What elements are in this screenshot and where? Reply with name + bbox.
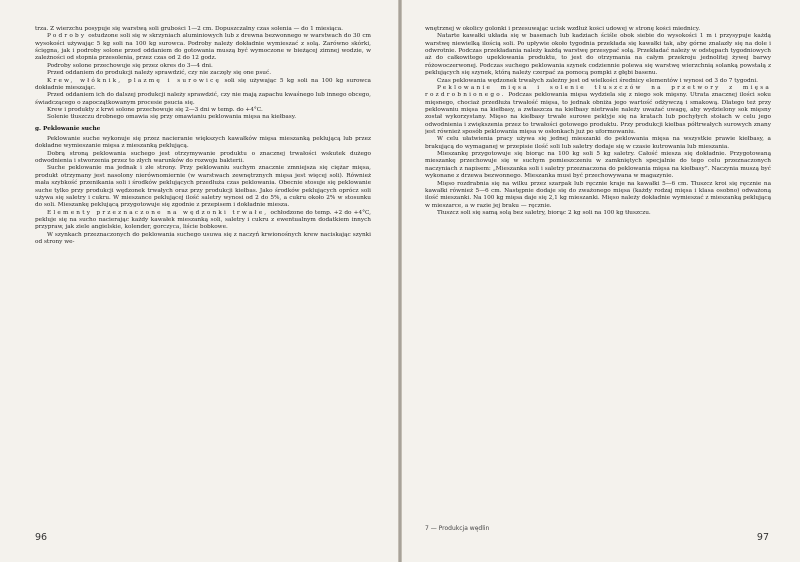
paragraph [425,151,771,180]
paragraph-text: Natarte kawałki układa się w basenach lub kadziach ściśle obok siebie do wysokości 1 m i przysypuje każdą warstwę niewielką ilością soli. Po upływie około tygodnia przekłada się kawałki tak, aby górne znalazły się na dole i odwrotnie. Podczas przekładania należy każdą warstwę przesypać solą. Przekładać należy w odstępach tygodniowych aż do całkowitego upeklowania produktu, to jest do otrzymania na całym przekroju jednolitej żywej barwy różowoczerwonej. Podczas suchego peklowania szynek codziennie polewa się warstwę wierzchnią solanką powstałą z peklujących się szynek, którą należy czerpać za pomocą pompki z głębi basenu. [425,33,771,77]
paragraph-text: Peklowanie suche wykonuje się przez nacieranie większych kawałków mięsa mieszanką peklującą lub przez dokładne wymieszanie mięsa z mieszanką peklującą. [35,136,371,150]
paragraph [425,136,771,151]
spaced-term: Krew, włóknik, plazmę i surowicę [47,77,222,84]
paragraph-text: Czas peklowania wędzonek trwałych zależny jest od wielkości średnicy elementów i wynosi od 3 do 7 tygodni. [437,77,759,84]
paragraph-text: Krew i produkty z krwi solone przechowuje się 2—3 dni w temp. do +4°C. [47,106,263,113]
paragraph [425,181,771,210]
signature-line: 7 — Produkcja wędlin [425,525,490,532]
left-page-text [35,26,371,522]
paragraph-text: Przed oddaniem ich do dalszej produkcji należy sprawdzić, czy nie mają zapachu kwaśnego lub innego obcego, świadczącego o zapoczątkowanym procesie psucia się. [35,92,371,106]
paragraph-text: W szynkach przeznaczonych do peklowania suchego usuwa się z naczyń krwionośnych krew naciskając szynki od strony we- [35,231,371,246]
left-paragraphs-2 [35,136,371,246]
left-page [0,0,398,562]
paragraph [35,210,371,232]
paragraph-text: Suche peklowanie ma jednak i złe strony. Przy peklowaniu suchym znacznie zmniejsza się ciężar mięsa, produkt otrzymany jest nasolony nierównomiernie (w warstwach zewnętrznych mięsa jest więcej soli). Również mała szybkość przenikania soli i środków peklujących przedłuża czas peklowania. Obecnie stosuje się peklowanie suche tylko przy produkcji wędzonek trwałych oraz przy produkcji kiełbas. Jako środków peklujących oprócz soli używa się saletry i cukru. W mieszance peklującej ilość saletry wynosi od 2 do 5%, a cukru około 2% w stosunku do soli. Mieszankę peklującą przygotowuje się zgodnie z przepisem i dokładnie miesza. [35,165,371,209]
paragraph-text: W celu ułatwienia pracy używa się jednej mieszanki do peklowania mięsa na wszystkie prawie kiełbasy, a brakującą do wymaganej w przepisie ilość soli lub saletry dodaje się w czasie kutrowania lub mieszania. [425,136,771,150]
paragraph-text: Dobrą stroną peklowania suchego jest otrzymywanie produktu o znacznej trwałości wskutek dużego odwodnienia i stworzenia przez to złych warunków do rozwoju bakterii. [35,150,371,165]
paragraph [35,232,371,247]
paragraph-text: ochłodzone do temp. +2 do +4°C, pekluje się na sucho nacierając każdy kawałek mieszanką soli, saletry i cukru z ewentualnym dodatkiem innych przypraw, jak ziele angielskie, kolender, gorczyca, liście bobkowe. [35,209,371,231]
right-page-footer [402,522,800,562]
paragraph-text: Przed oddaniem do produkcji należy sprawdzić, czy nie zaczęły się one psuć. [47,70,272,77]
paragraph-text: ostudzone soli się w skrzyniach aluminiowych lub z drewna bezwonnego w warstwach do 30 cm wysokości używając 5 kg soli na 100 kg surowca. Podroby należy dokładnie wymieszać z solą. Zarówno skórki, ścięgna, jak i podroby solone przed oddaniem do gotowania muszą być wymoczone w bieżącej zimnej wodzie, w zależności od stopnia przesolenia, przez czas od 2 do 12 godz. [35,33,371,62]
paragraph-text: Solenie tłuszczu drobnego omawia się przy omawianiu peklowania mięsa na kiełbasy. [47,114,297,121]
paragraph-text: Mięso rozdrabnia się na wilku przez szarpak lub ręcznie kraje na kawałki 5—6 cm. Tłuszcz kroi się ręcznie na kawałki również 5—6 cm. Następnie dodaje się do zważonego mięsa (każdy rodzaj mięsa i klasa osobno) odważoną ilość mieszanki. Na 100 kg mięsa daje się 2,1 kg mieszanki. Mięso należy dokładnie wymieszać z mieszanką peklującą w mieszarce, a w razie jej braku — ręcznie. [425,180,771,209]
section-heading: g. Peklowanie suche [35,125,101,132]
paragraph-text: Tłuszcz soli się samą solą bez saletry, biorąc 2 kg soli na 100 kg tłuszczu. [437,209,651,216]
paragraph-text: Mieszankę przygotowuje się biorąc na 100 kg soli 5 kg saletry. Całość miesza się dokładnie. Przygotowaną mieszankę przechowuje się w suchym pomieszczeniu w zamkniętych specjalnie do tego celu przeznaczonych naczyniach z napisem: „Mieszanka soli i saletry przeznaczona do peklowania mięsa na kiełbasy”. Naczynia muszą być wykonane z drzewa bezwonnego. Mieszanka musi być przechowywana w magazynie. [425,151,771,180]
paragraph [35,33,371,62]
right-page-text [425,26,771,522]
left-paragraphs-1 [35,26,371,122]
paragraph [425,78,771,85]
right-page [402,0,800,562]
paragraph-text: Podczas peklowania mięsa wydziela się z niego sok mięsny. Utrata znacznej ilości soku mięsnego, chociaż przedłuża trwałość mięsa, to jednak obniża jego wartość odżywczą i smakową. Dlatego też przy peklowaniu mięsa na kiełbasy, a zwłaszcza na kiełbasy nietrwałe należy uważać uwagę, aby wydzielony sok mięsny został wykorzystany. Mięso na kiełbasy trwałe surowe peklује się na kratach lub pochyłych stołach w celu jego odwodnienia i zwiększenia przez to trwałości gotowego produktu. Przy produkcji kiełbas półtrwałych surowych znany jest również sposób peklowania mięsa w osłonkach już po uformowaniu. [425,92,771,136]
paragraph [35,165,371,209]
paragraph [35,114,371,121]
left-page-footer [0,522,398,562]
paragraph-text: trza. Z wierzchu posypuje się warstwą soli grubości 1—2 cm. Dopuszczalny czas solenia — do 1 miesiąca. [35,26,344,32]
paragraph [35,78,371,93]
spaced-term: Podroby [47,33,87,40]
paragraph [425,85,771,137]
paragraph-text: Podroby solone przechowuje się przez okres do 3—4 dni. [47,62,213,69]
paragraph [35,107,371,114]
spaced-term: Elementy przeznaczone na wędzonki trwałe, [47,209,269,216]
page-number: 97 [756,532,769,543]
paragraph [35,136,371,151]
paragraph [425,33,771,77]
paragraph [35,92,371,107]
spaced-term: Peklowanie mięsa i solenie tłuszczów na przetwory z mięsa rozdrobnionego. [425,84,771,99]
right-paragraphs [425,26,771,217]
paragraph-text: soli się używając 5 kg soli na 100 kg surowca dokładnie mieszając. [35,77,371,91]
paragraph-text: wnętrznej w okolicy golonki i przesuwając ucisk wzdłuż kości udowej w stronę kości miednicy. [425,26,701,32]
paragraph [425,210,771,217]
paragraph [35,70,371,77]
page-number: 96 [35,532,48,543]
paragraph [35,151,371,166]
paragraph [35,26,371,33]
